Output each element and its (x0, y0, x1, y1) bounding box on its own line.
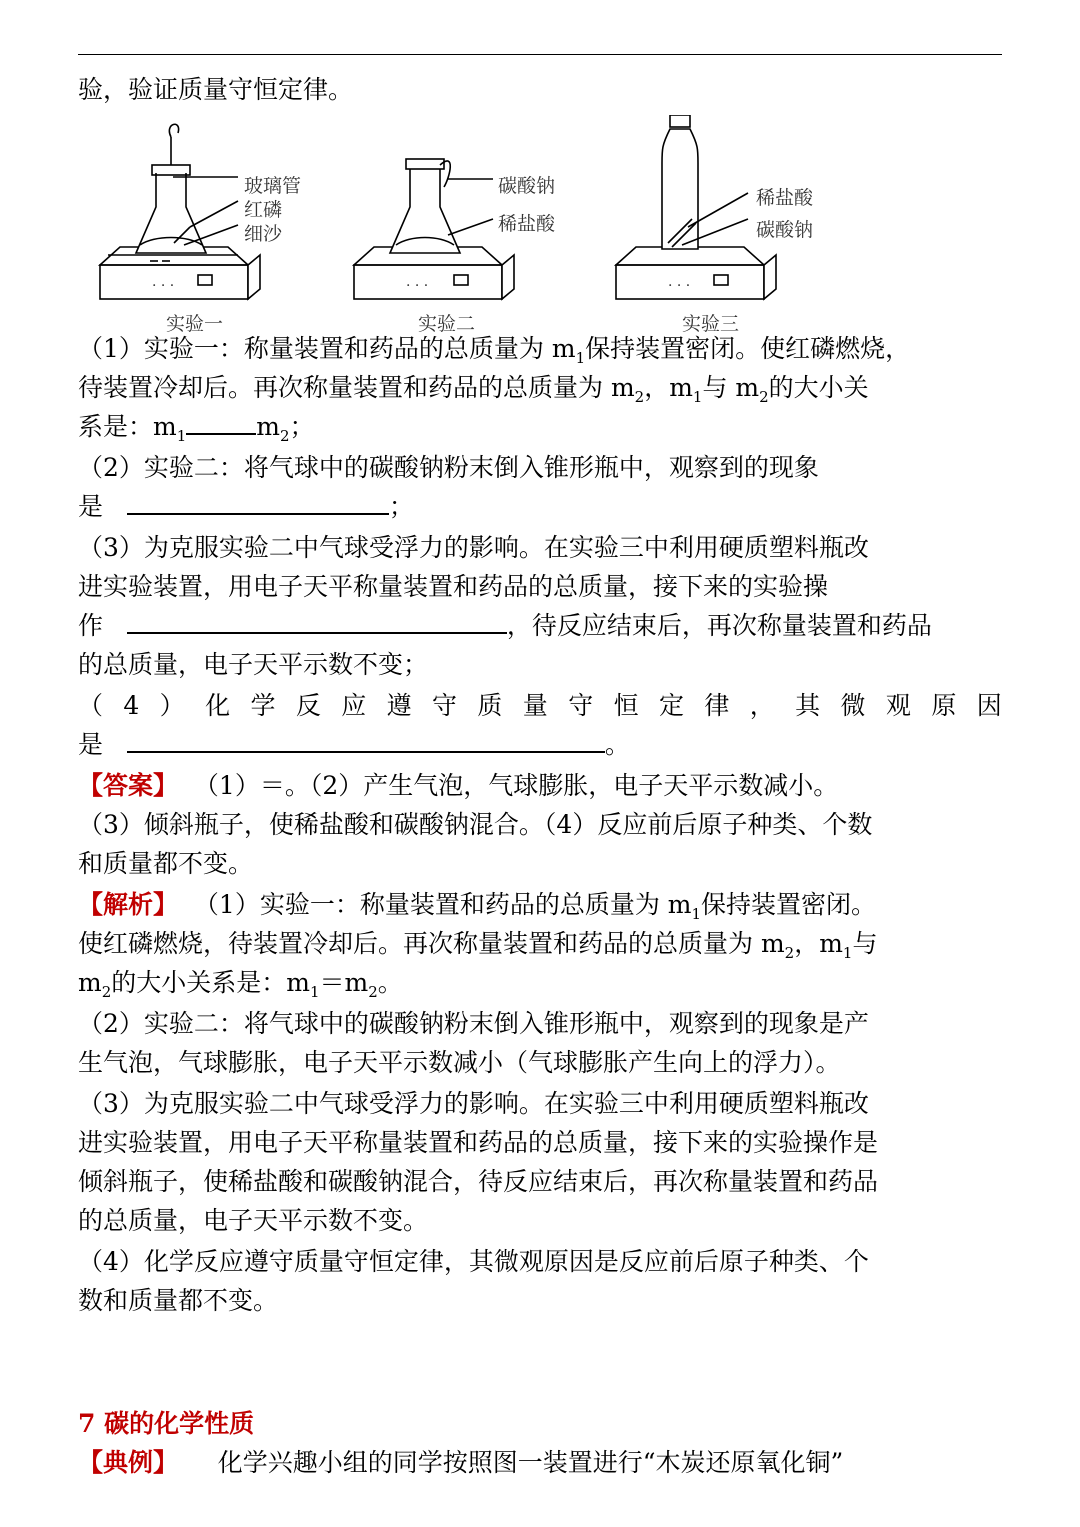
answer-blank-2[interactable] (127, 487, 389, 515)
answer-blank-3[interactable] (127, 606, 507, 634)
answer-blank-4[interactable] (127, 725, 605, 753)
intro-line: 验，验证质量守恒定律。 (78, 75, 354, 104)
header-rule (78, 54, 1002, 55)
question-1-line-3: 系是：$m_1$ $m_2$； (78, 407, 1002, 446)
question-1: （1）实验一：称量装置和药品的总质量为 $m_1$保持装置密闭。使红磷燃烧， (78, 334, 911, 367)
label-sodium-carbonate-2: 碳酸钠 (498, 175, 556, 197)
example-line: 【典例】 化学兴趣小组的同学按照图一装置进行“木炭还原氧化铜” (78, 1448, 844, 1477)
label-dilute-hcl-3: 稀盐酸 (756, 187, 814, 209)
display-3: · · · (668, 278, 691, 294)
question-1-line-2: 待装置冷却后。再次称量装置和药品的总质量为 $m_2$，$m_1$与 $m_2$的大小关 (78, 373, 869, 406)
label-dilute-hcl-2: 稀盐酸 (498, 213, 556, 235)
analysis-p3-line-4: 的总质量，电子天平示数不变。 (78, 1206, 429, 1235)
question-4: （ 4 ） 化 学 反 应 遵 守 质 量 守 恒 定 律 ， 其 微 观 原 因 (78, 691, 1002, 720)
example-tag: 【典例】 (78, 1448, 179, 1477)
answer-line-2: （3）倾斜瓶子，使稀盐酸和碳酸钠混合。（4）反应前后原子种类、个数 (78, 810, 873, 839)
caption-exp1: 实验一 (166, 313, 224, 335)
question-3: （3）为克服实验二中气球受浮力的影响。在实验三中利用硬质塑料瓶改 (78, 533, 869, 562)
label-red-phosphorus: 红磷 (244, 199, 283, 221)
caption-exp3: 实验三 (682, 313, 740, 335)
analysis-p4-line-2: 数和质量都不变。 (78, 1286, 279, 1315)
section-title: 7 碳的化学性质 (78, 1409, 255, 1438)
analysis-block: 【解析】 （1）实验一：称量装置和药品的总质量为 $m_1$保持装置密闭。 (78, 890, 877, 923)
answer-line-3: 和质量都不变。 (78, 849, 254, 878)
question-3-line-4: 的总质量，电子天平示数不变； (78, 650, 429, 679)
answer-blank-1[interactable] (186, 407, 256, 435)
label-glass-tube: 玻璃管 (244, 175, 302, 197)
analysis-p3-line-2: 进实验装置，用电子天平称量装置和药品的总质量，接下来的实验操作是 (78, 1128, 879, 1157)
question-2: （2）实验二：将气球中的碳酸钠粉末倒入锥形瓶中，观察到的现象 (78, 453, 819, 482)
question-3-line-3: 作 ，待反应结束后，再次称量装置和药品 (78, 606, 1002, 645)
analysis-p2-line-2: 生气泡，气球膨胀，电子天平示数减小（气球膨胀产生向上的浮力）。 (78, 1048, 841, 1077)
document-page (78, 70, 1002, 1482)
analysis-p1-line-2: 使红磷燃烧，待装置冷却后。再次称量装置和药品的总质量为 $m_2$，$m_1$与 (78, 929, 878, 962)
caption-exp2: 实验二 (418, 313, 476, 335)
question-2-line-2: 是 ； (78, 487, 1002, 526)
question-3-line-2: 进实验装置，用电子天平称量装置和药品的总质量，接下来的实验操 (78, 572, 829, 601)
answer-tag: 【答案】 (78, 771, 179, 800)
balance-1 (100, 124, 260, 299)
analysis-p2: （2）实验二：将气球中的碳酸钠粉末倒入锥形瓶中，观察到的现象是产 (78, 1009, 869, 1038)
analysis-tag: 【解析】 (78, 890, 179, 919)
display-1: · · · (152, 278, 175, 294)
label-sodium-carbonate-3: 碳酸钠 (756, 219, 814, 241)
analysis-p3-line-3: 倾斜瓶子，使稀盐酸和碳酸钠混合，待反应结束后，再次称量装置和药品 (78, 1167, 879, 1196)
balance-3 (616, 115, 776, 299)
analysis-p3: （3）为克服实验二中气球受浮力的影响。在实验三中利用硬质塑料瓶改 (78, 1089, 869, 1118)
experiment-figure (78, 115, 1002, 335)
label-fine-sand: 细沙 (244, 223, 283, 245)
question-4-line-2: 是 。 (78, 725, 1002, 764)
analysis-p4: （4）化学反应遵守质量守恒定律，其微观原因是反应前后原子种类、个 (78, 1247, 869, 1276)
balance-2 (354, 159, 514, 299)
display-2: · · · (406, 278, 429, 294)
answer-block: 【答案】 （1）＝。（2）产生气泡，气球膨胀，电子天平示数减小。 (78, 771, 839, 800)
analysis-p1-line-3: $m_2$的大小关系是：$m_1=m_2$。 (78, 968, 403, 1001)
